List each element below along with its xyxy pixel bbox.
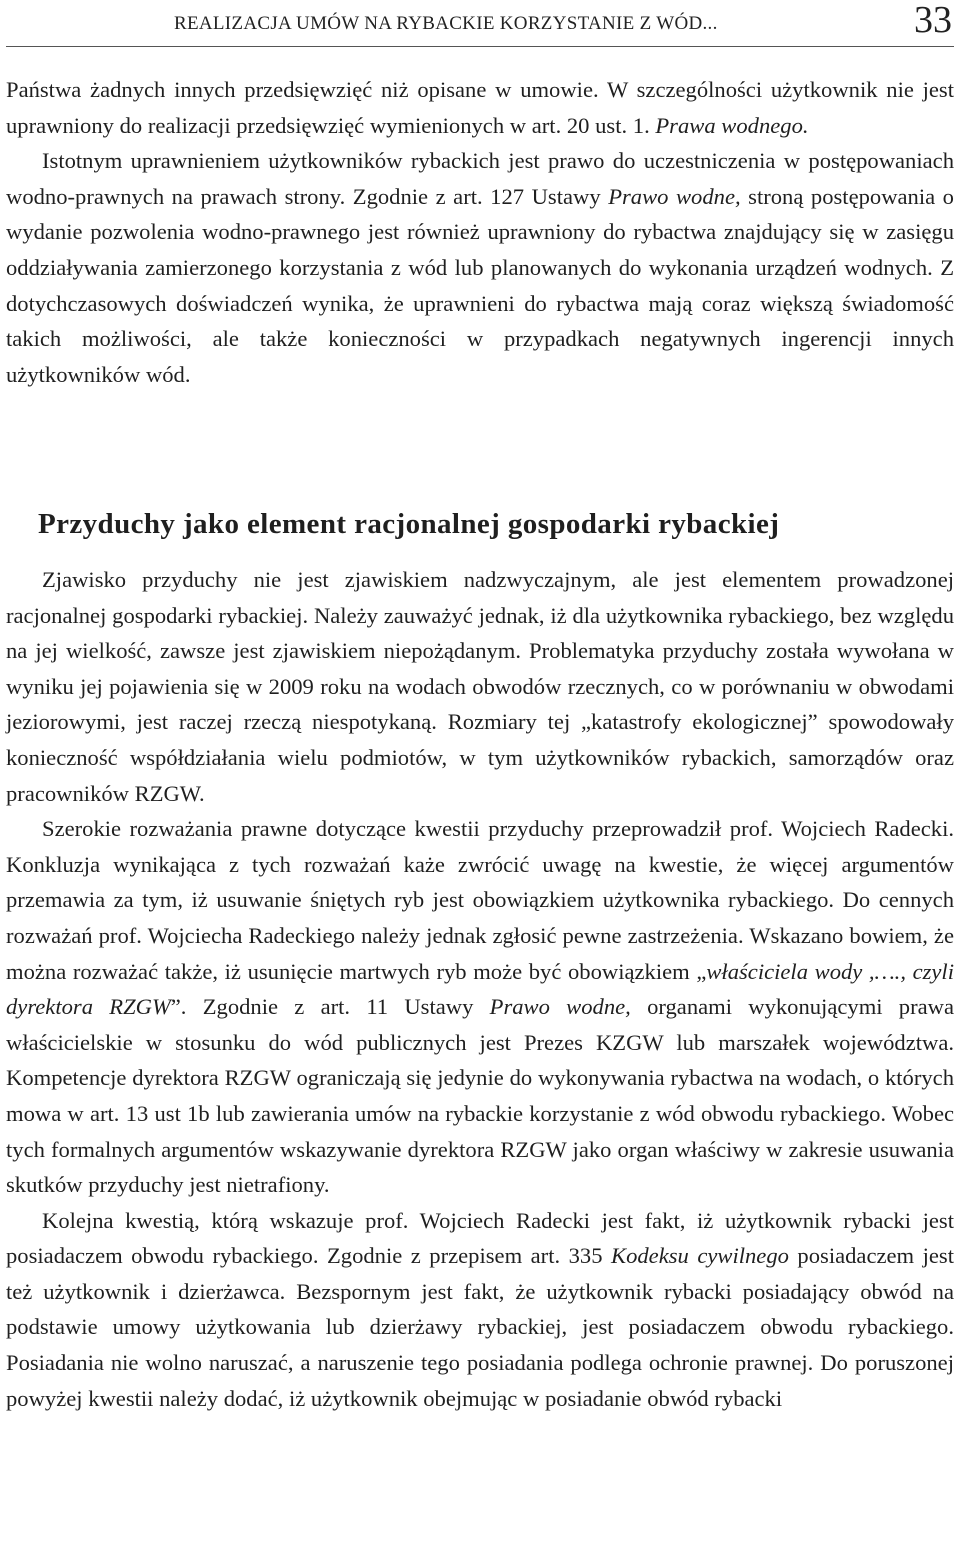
- paragraph: [6, 562, 954, 811]
- text-run: Szerokie rozważania prawne dotyczące kwestii przyduchy przeprowadził prof. Wojciech Radecki. Konkluzja wynikająca z tych rozważań każe zwrócić uwagę na kwestie, że więcej argumentów przemawia za tym, iż usuwanie śniętych ryb jest obowiązkiem użytkownika rybackiego. Do cennych rozważań prof. Wojciecha Radeckiego należy jednak zgłosić pewne zastrzeżenia. Wskazano bowiem, że można rozważać także, iż usunięcie martwych ryb może być obowiązkiem „: [6, 816, 954, 984]
- text-run: Kolejna kwestią, którą wskazuje prof. Wojciech Radecki jest fakt, iż użytkownik rybacki jest posiadaczem obwodu rybackiego. Zgodnie z przepisem art. 335: [6, 1207, 954, 1269]
- italic-citation: Prawo wodne,: [489, 994, 631, 1020]
- text-run: stroną postępowania o wydanie pozwolenia wodno-prawnego jest również uprawniony do rybactwa znajdujący się w zasięgu oddziaływania zamierzonego korzystania z wód lub planowanych do wykonania urządzeń wodnych. Z dotychczasowych doświadczeń wynika, że uprawnieni do rybactwa mają coraz większą świadomość takich możliwości, ale także konieczności w przypadkach negatywnych ingerencji innych użytkowników wód.: [6, 183, 954, 387]
- section-heading: Przyduchy jako element racjonalnej gospodarki rybackiej: [38, 508, 780, 540]
- section-intro: [6, 72, 954, 392]
- paragraph: [6, 72, 954, 143]
- text-run: ”. Zgodnie z art. 11 Ustawy: [170, 994, 490, 1020]
- page-number: 33: [914, 0, 952, 41]
- italic-citation: Prawo wodne,: [608, 183, 741, 209]
- italic-quote: właściciela wody ,…., czyli dyrektora RZGW: [6, 958, 954, 1020]
- page-header: [0, 0, 960, 47]
- text-run: posiadaczem jest też użytkownik i dzierżawca. Bezspornym jest fakt, że użytkownik rybacki posiadający obwód na podstawie umowy użytkowania lub dzierżawy rybackiej, jest posiadaczem obwodu rybackiego. Posiadania nie wolno naruszać, a naruszenie tego posiadania podlega ochronie prawnej. Do poruszonej powyżej kwestii należy dodać, iż użytkownik obejmując w posiadanie obwód rybacki: [6, 1243, 954, 1411]
- italic-citation: Prawa wodnego.: [655, 112, 809, 138]
- paragraph: [6, 143, 954, 392]
- text-run: organami wykonującymi prawa właścicielskie w stosunku do wód publicznych jest Prezes KZGW lub marszałek województwa. Kompetencje dyrektora RZGW ograniczają się jedynie do wykonywania rybactwa na wodach, o których mowa w art. 13 ust 1b lub zawierania umów na rybackie korzystanie z wód obwodu rybackiego. Wobec tych formalnych argumentów wskazywanie dyrektora RZGW jako organ właściwy w zakresie usuwania skutków przyduchy jest nietrafiony.: [6, 994, 955, 1198]
- section-przyduchy: [6, 562, 954, 1416]
- text-run: Istotnym uprawnieniem użytkowników rybackich jest prawo do uczestniczenia w postępowaniach wodno-prawnych na prawach strony. Zgodnie z art. 127 Ustawy: [6, 148, 954, 209]
- running-title: REALIZACJA UMÓW NA RYBACKIE KORZYSTANIE Z WÓD...: [174, 13, 718, 34]
- header-divider: [6, 46, 954, 47]
- text-run: Zjawisko przyduchy nie jest zjawiskiem nadzwyczajnym, ale jest elementem prowadzonej racjonalnej gospodarki rybackiej. Należy zauważyć jednak, iż dla użytkownika rybackiego, bez względu na jej wielkość, zawsze jest zjawiskiem niepożądanym. Problematyka przyduchy została wywołana w wyniku jej pojawienia się w 2009 roku na wodach obwodów rzecznych, co w porównaniu w obwodami jeziorowymi, jest raczej rzeczą niespotykaną. Rozmiary tej „katastrofy ekologicznej” spowodowały konieczność współdziałania wielu podmiotów, w tym użytkowników rybackich, samorządów oraz pracowników RZGW.: [6, 567, 954, 806]
- paragraph: [6, 1203, 954, 1417]
- paragraph: [6, 811, 954, 1203]
- italic-citation: Kodeksu cywilnego: [611, 1243, 789, 1269]
- text-run: Państwa żadnych innych przedsięwzięć niż opisane w umowie. W szczególności użytkownik nie jest uprawniony do realizacji przedsięwzięć wymienionych w art. 20 ust. 1.: [6, 77, 954, 138]
